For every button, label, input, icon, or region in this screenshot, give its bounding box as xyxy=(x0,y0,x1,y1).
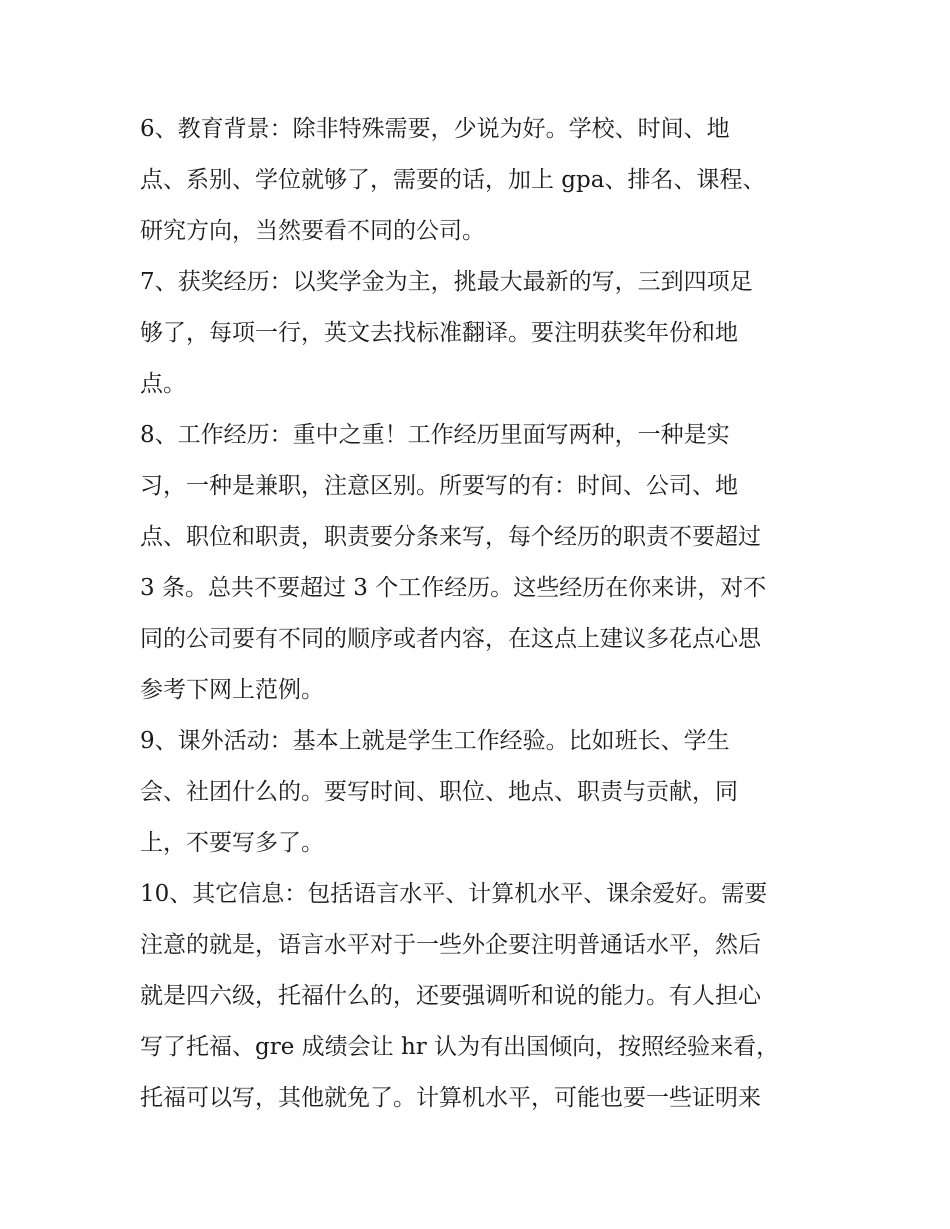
document-body xyxy=(140,104,820,1124)
text-line: 上，不要写多了。 xyxy=(140,830,324,856)
text-line: 写了托福、gre 成绩会让 hr 认为有出国倾向，按照经验来看， xyxy=(140,1034,780,1060)
text-line: 参考下网上范例。 xyxy=(140,677,324,703)
text-line: 注意的就是，语言水平对于一些外企要注明普通话水平，然后 xyxy=(140,932,761,958)
text-line: 7、获奖经历：以奖学金为主，挑最大最新的写，三到四项足 xyxy=(140,269,753,295)
text-line: 会、社团什么的。要写时间、职位、地点、职责与贡献，同 xyxy=(140,779,738,805)
text-line: 3 条。总共不要超过 3 个工作经历。这些经历在你来讲，对不 xyxy=(140,575,767,601)
text-line: 点、系别、学位就够了，需要的话，加上 gpa、排名、课程、 xyxy=(140,167,766,193)
text-line: 够了，每项一行，英文去找标准翻译。要注明获奖年份和地 xyxy=(140,320,738,346)
text-line: 10、其它信息：包括语言水平、计算机水平、课余爱好。需要 xyxy=(140,881,768,907)
text-line: 习，一种是兼职，注意区别。所要写的有：时间、公司、地 xyxy=(140,473,738,499)
text-line: 8、工作经历：重中之重！工作经历里面写两种，一种是实 xyxy=(140,422,730,448)
text-line: 托福可以写，其他就免了。计算机水平，可能也要一些证明来 xyxy=(140,1085,761,1111)
text-line: 点、职位和职责，职责要分条来写，每个经历的职责不要超过 xyxy=(140,524,761,550)
text-line: 6、教育背景：除非特殊需要，少说为好。学校、时间、地 xyxy=(140,116,730,142)
text-line: 研究方向，当然要看不同的公司。 xyxy=(140,218,485,244)
text-line: 9、课外活动：基本上就是学生工作经验。比如班长、学生 xyxy=(140,728,730,754)
text-line: 就是四六级，托福什么的，还要强调听和说的能力。有人担心 xyxy=(140,983,761,1009)
text-line: 同的公司要有不同的顺序或者内容，在这点上建议多花点心思 xyxy=(140,626,761,652)
text-line: 点。 xyxy=(140,371,186,397)
